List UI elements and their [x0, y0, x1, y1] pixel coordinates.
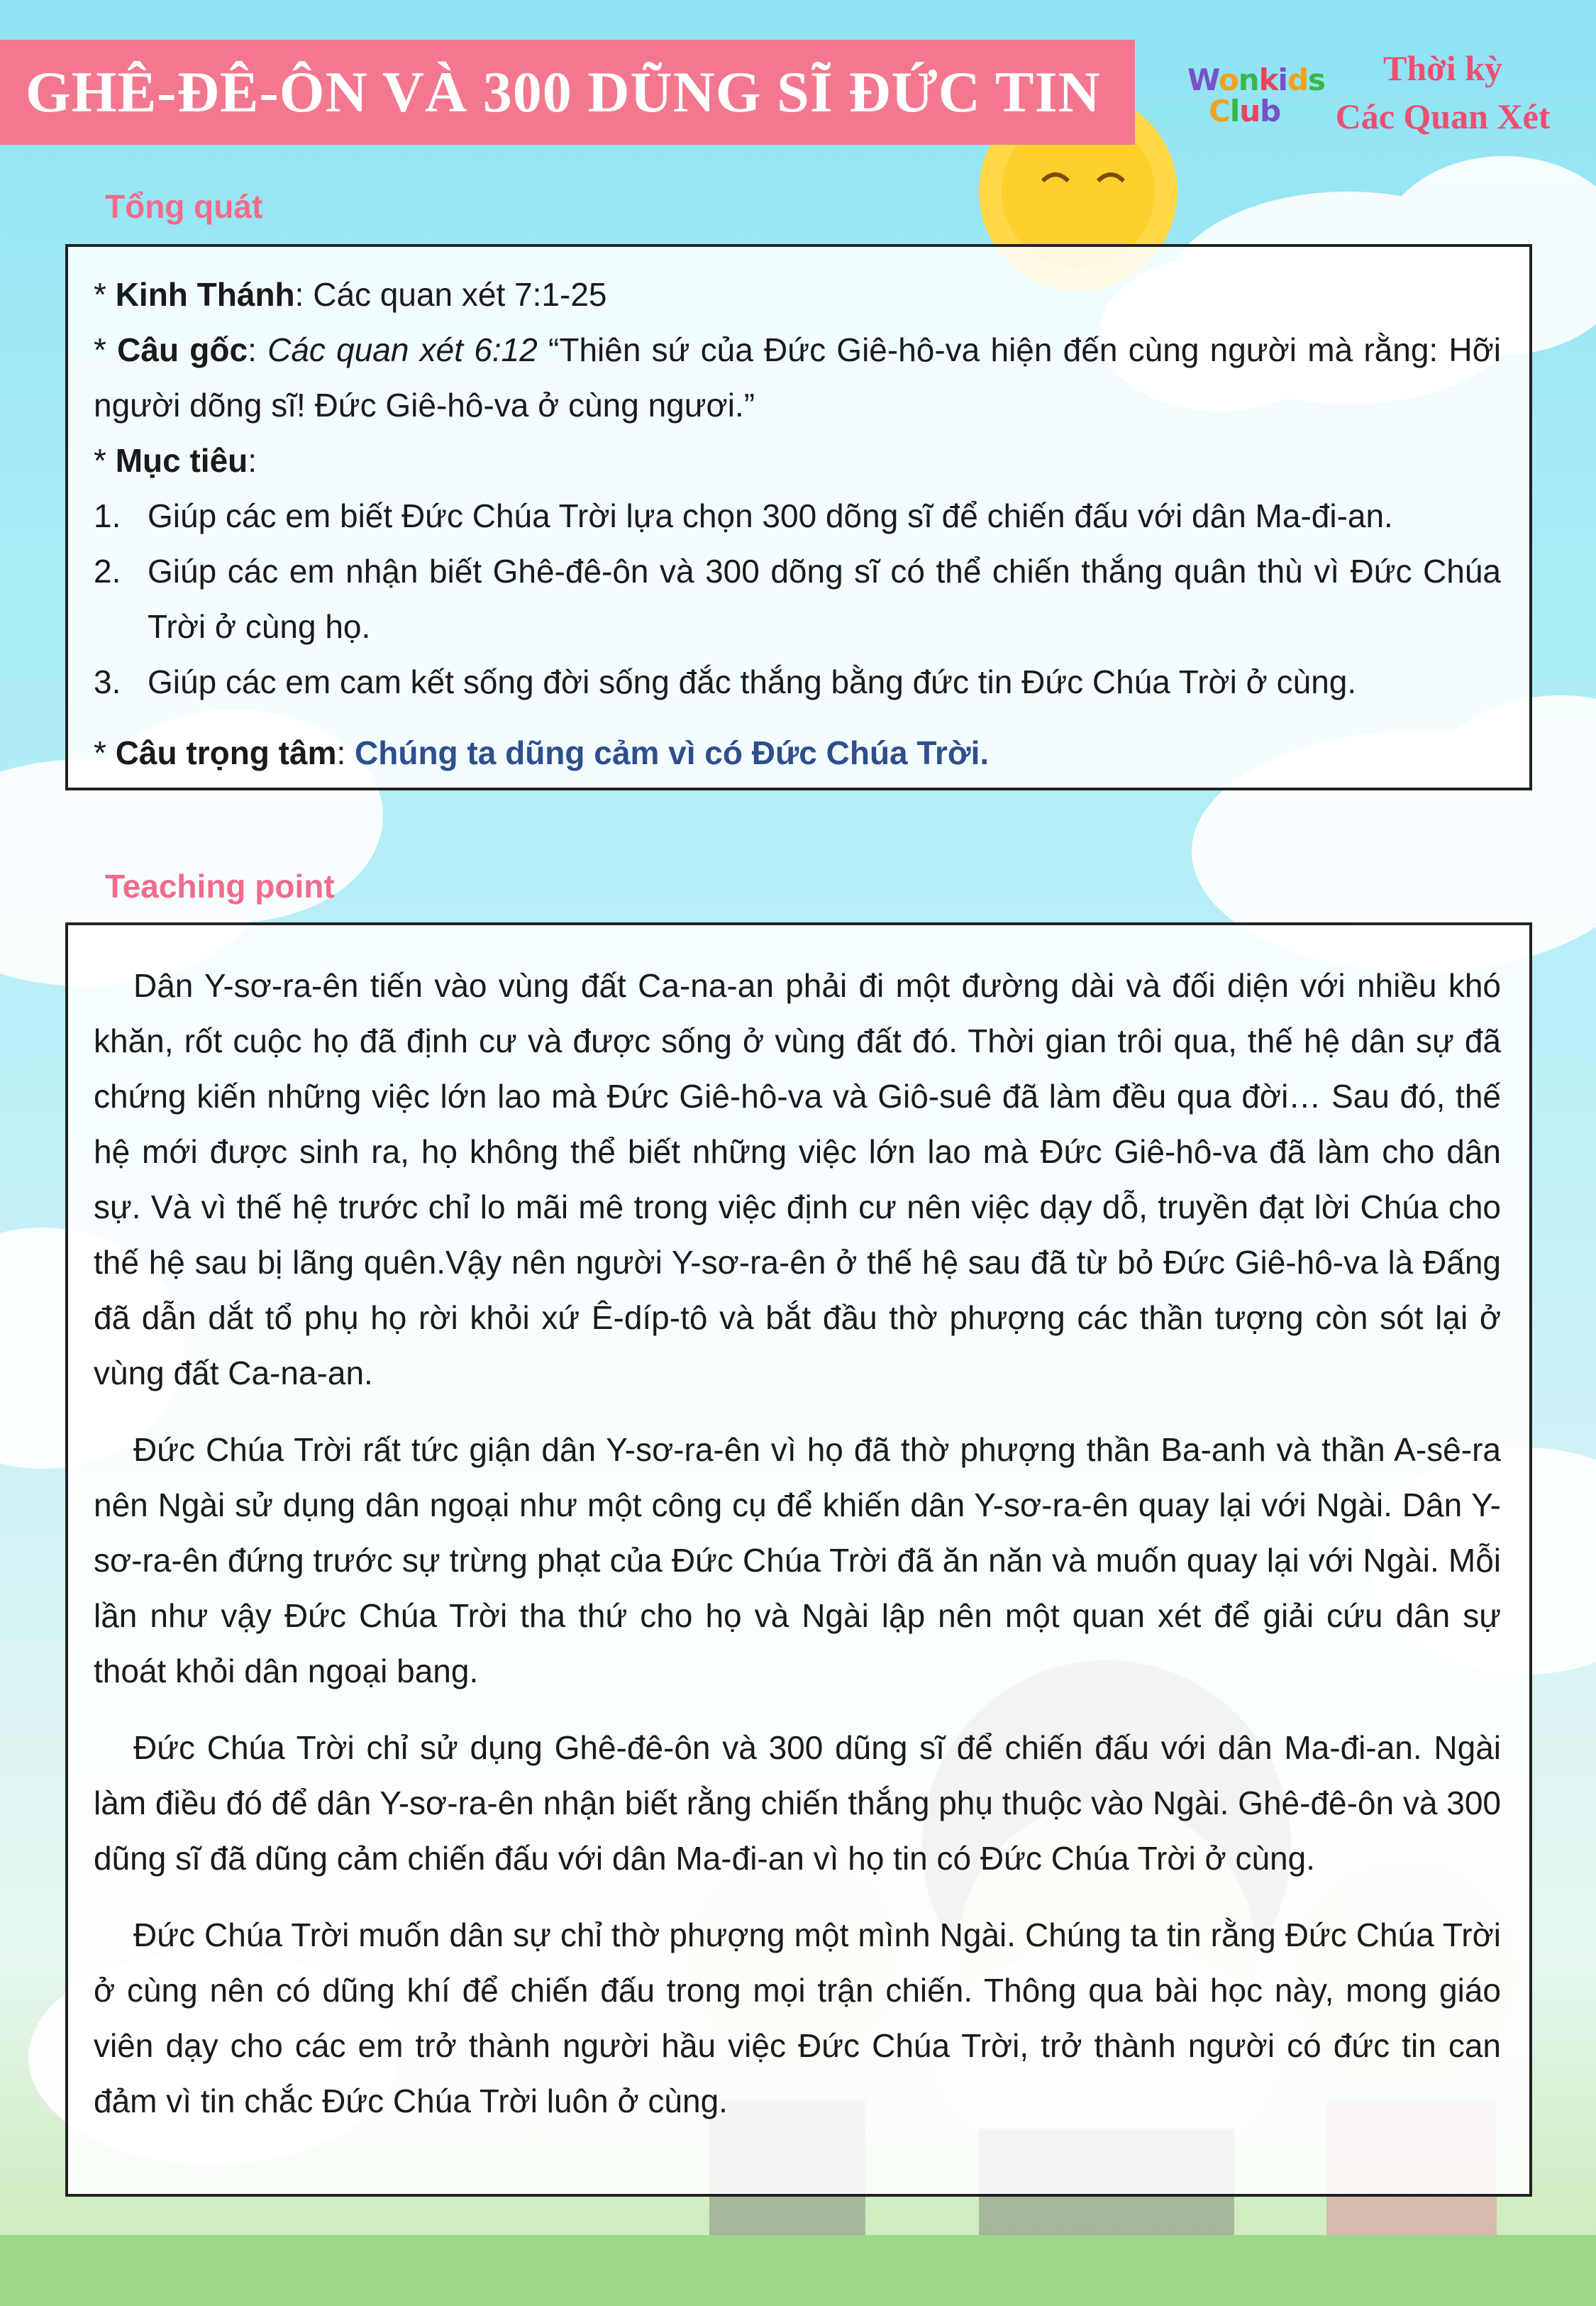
period-label: [1322, 44, 1563, 140]
goal-number: 2.: [94, 553, 121, 590]
logo-letter: i: [1278, 62, 1287, 97]
logo-letter: W: [1187, 62, 1219, 97]
scripture-row: * Kinh Thánh: Các quan xét 7:1-25: [94, 276, 607, 313]
logo-letter: d: [1287, 62, 1309, 97]
wonkids-club-logo: [1183, 55, 1326, 133]
logo-letter: u: [1239, 94, 1260, 128]
key-verse-label: Câu gốc: [117, 331, 248, 368]
goals-list: [94, 488, 1501, 710]
logo-letter: C: [1209, 94, 1230, 128]
period-line-1: Thời kỳ: [1382, 48, 1503, 88]
logo-letter: b: [1260, 94, 1281, 128]
goal-text: Giúp các em biết Đức Chúa Trời lựa chọn 300 dõng sĩ để chiến đấu với dân Ma-đi-an.: [148, 497, 1393, 534]
goal-item: [94, 544, 1501, 654]
page-title: GHÊ-ĐÊ-ÔN VÀ 300 DŨNG SĨ ĐỨC TIN: [26, 60, 1101, 124]
logo-letter: o: [1218, 62, 1238, 97]
overview-box: [65, 244, 1532, 790]
goal-text: Giúp các em nhận biết Ghê-đê-ôn và 300 dõng sĩ có thể chiến thắng quân thù vì Đức Chúa Trời ở cùng họ.: [148, 553, 1501, 645]
goal-text: Giúp các em cam kết sống đời sống đắc thắng bằng đức tin Đức Chúa Trời ở cùng.: [148, 663, 1357, 700]
logo-letter: s: [1308, 62, 1326, 97]
teaching-paragraph: Đức Chúa Trời chỉ sử dụng Ghê-đê-ôn và 300 dũng sĩ để chiến đấu với dân Ma-đi-an. Ngài làm điều đó để dân Y-sơ-ra-ên nhận biết rằng chiến thắng phụ thuộc vào Ngài. Ghê-đê-ôn và 300 dũng sĩ đã dũng cảm chiến đấu với dân Ma-đi-an vì họ tin có Đức Chúa Trời ở cùng.: [94, 1729, 1501, 1877]
scripture-value: Các quan xét 7:1-25: [313, 276, 607, 313]
goals-row: * Mục tiêu:: [94, 442, 257, 479]
logo-line-2: [1209, 94, 1280, 128]
goal-number: 1.: [94, 497, 121, 534]
key-verse-row: * Câu gốc: Các quan xét 6:12 “Thiên sứ của Đức Giê-hô-va hiện đến cùng người mà rằng: Hỡi người dõng sĩ! Đức Giê-hô-va ở cùng ngươi.”: [94, 331, 1502, 424]
key-verse-text: “Thiên sứ của Đức Giê-hô-va hiện đến cùng người mà rằng: Hỡi người dõng sĩ! Đức Giê-hô-va ở cùng ngươi.”: [94, 331, 1502, 424]
logo-letter: n: [1238, 62, 1259, 97]
goal-number: 3.: [94, 663, 121, 700]
teaching-paragraph: Dân Y-sơ-ra-ên tiến vào vùng đất Ca-na-an phải đi một đường dài và đối diện với nhiều khó khăn, rốt cuộc họ đã định cư và được sống ở vùng đất đó. Thời gian trôi qua, thế hệ dân sự đã chứng kiến những việc lớn lao mà Đức Giê-hô-va và Giô-suê đã làm đều qua đời… Sau đó, thế hệ mới được sinh ra, họ không thể biết những việc lớn lao mà Đức Giê-hô-va đã làm cho dân sự. Và vì thế hệ trước chỉ lo mãi mê trong việc định cư nên việc dạy dỗ, truyền đạt lời Chúa cho thế hệ sau bị lãng quên.Vậy nên người Y-sơ-ra-ên ở thế hệ sau đã từ bỏ Đức Giê-hô-va là Đấng đã dẫn dắt tổ phụ họ rời khỏi xứ Ê-díp-tô và bắt đầu thờ phượng các thần tượng còn sót lại ở vùng đất Ca-na-an.: [94, 967, 1501, 1391]
logo-letter: k: [1258, 62, 1278, 97]
logo-line-1: [1187, 62, 1325, 97]
focus-row: * Câu trọng tâm: Chúng ta dũng cảm vì có Đức Chúa Trời.: [94, 734, 990, 771]
focus-label: Câu trọng tâm: [115, 734, 337, 771]
goals-label: Mục tiêu: [115, 442, 248, 479]
period-line-2: Các Quan Xét: [1335, 96, 1551, 136]
teaching-paragraph: Đức Chúa Trời rất tức giận dân Y-sơ-ra-ên vì họ đã thờ phượng thần Ba-anh và thần A-sê-ra nên Ngài sử dụng dân ngoại như một công cụ để khiến dân Y-sơ-ra-ên quay lại với Ngài. Dân Y-sơ-ra-ên đứng trước sự trừng phạt của Đức Chúa Trời đã ăn năn và muốn quay lại với Ngài. Mỗi lần như vậy Đức Chúa Trời tha thứ cho họ và Ngài lập nên một quan xét để giải cứu dân sự thoát khỏi dân ngoại bang.: [94, 1431, 1501, 1689]
overview-heading: Tổng quát: [105, 188, 263, 225]
teaching-paragraph: Đức Chúa Trời muốn dân sự chỉ thờ phượng một mình Ngài. Chúng ta tin rằng Đức Chúa Trời ở cùng nên có dũng khí để chiến đấu trong mọi trận chiến. Thông qua bài học này, mong giáo viên dạy cho các em trở thành người hầu việc Đức Chúa Trời, trở thành người có đức tin can đảm vì tin chắc Đức Chúa Trời luôn ở cùng.: [94, 1916, 1501, 2119]
logo-letter: l: [1229, 94, 1240, 128]
key-verse-ref: Các quan xét 6:12: [267, 331, 538, 368]
goal-item: [94, 654, 1501, 710]
focus-text: Chúng ta dũng cảm vì có Đức Chúa Trời.: [355, 734, 990, 771]
goal-item: [94, 488, 1501, 544]
teaching-box: [65, 922, 1532, 2197]
title-banner: [0, 40, 1135, 145]
scripture-label: Kinh Thánh: [115, 276, 295, 313]
teaching-heading: Teaching point: [105, 868, 335, 905]
